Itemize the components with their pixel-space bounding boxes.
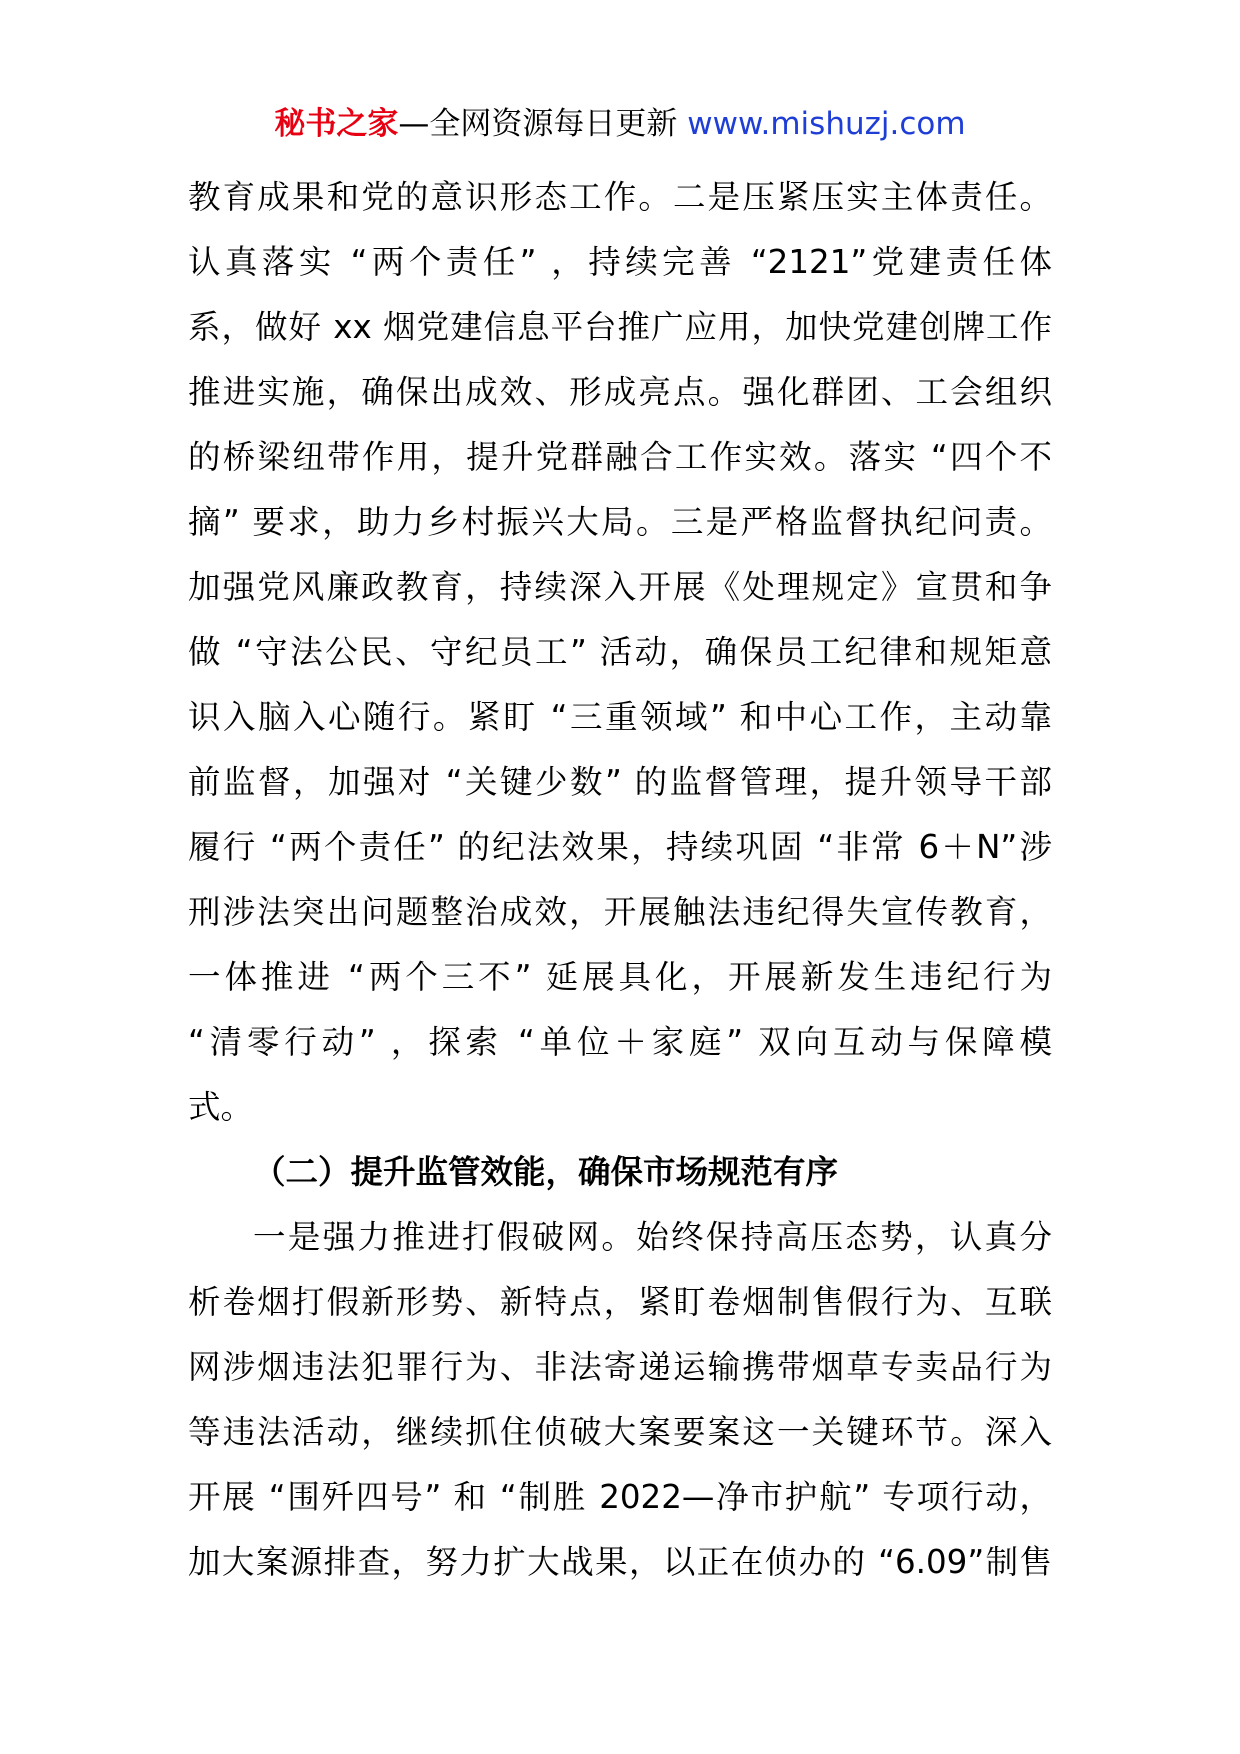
site-tagline: —全网资源每日更新 (398, 106, 688, 142)
text-line: 加强党风廉政教育，持续深入开展《处理规定》宣贯和争 (188, 568, 1052, 606)
text-line: 推进实施，确保出成效、形成亮点。强化群团、工会组织 (188, 373, 1052, 411)
site-url-link[interactable]: www.mishuzj.com (687, 106, 966, 142)
text-line: 等违法活动，继续抓住侦破大案要案这一关键环节。深入 (188, 1413, 1052, 1451)
text-line: 识入脑入心随行。紧盯 “三重领域” 和中心工作，主动靠 (188, 698, 1052, 736)
text-line: 析卷烟打假新形势、新特点，紧盯卷烟制售假行为、互联 (188, 1283, 1052, 1321)
text-line: 一体推进 “两个三不” 延展具化，开展新发生违纪行为 (188, 958, 1052, 996)
text-line: 式。 (188, 1088, 254, 1126)
paragraph-market-supervision (188, 1205, 1052, 1595)
text-line: 一是强力推进打假破网。始终保持高压态势，认真分 (253, 1218, 1052, 1256)
text-line: 刑涉法突出问题整治成效，开展触法违纪得失宣传教育， (188, 893, 1052, 931)
text-line: 认真落实 “两个责任” ，持续完善 “2121”党建责任体 (188, 243, 1052, 281)
paragraph-party-building (188, 165, 1052, 1140)
text-line: 的桥梁纽带作用，提升党群融合工作实效。落实 “四个不 (188, 438, 1052, 476)
text-line: 教育成果和党的意识形态工作。二是压紧压实主体责任。 (188, 178, 1052, 216)
text-line: 摘” 要求，助力乡村振兴大局。三是严格监督执纪问责。 (188, 503, 1052, 541)
text-line: 系，做好 xx 烟党建信息平台推广应用，加快党建创牌工作 (188, 308, 1052, 346)
site-brand-name: 秘书之家 (274, 106, 399, 142)
text-line: 做 “守法公民、守纪员工” 活动，确保员工纪律和规矩意 (188, 633, 1052, 671)
document-body (188, 165, 1052, 1595)
text-line: 加大案源排查，努力扩大战果，以正在侦办的 “6.09”制售 (188, 1543, 1052, 1581)
text-line: 开展 “围歼四号” 和 “制胜 2022—净市护航” 专项行动， (188, 1478, 1052, 1516)
text-line: 履行 “两个责任” 的纪法效果，持续巩固 “非常 6＋N”涉 (188, 828, 1052, 866)
site-watermark-header (0, 102, 1240, 146)
text-line: 前监督，加强对 “关键少数” 的监督管理，提升领导干部 (188, 763, 1052, 801)
text-line: “清零行动” ，探索 “单位＋家庭” 双向互动与保障模 (188, 1023, 1052, 1061)
section-heading: （二）提升监管效能，确保市场规范有序 (253, 1153, 839, 1191)
text-line: 网涉烟违法犯罪行为、非法寄递运输携带烟草专卖品行为 (188, 1348, 1052, 1386)
